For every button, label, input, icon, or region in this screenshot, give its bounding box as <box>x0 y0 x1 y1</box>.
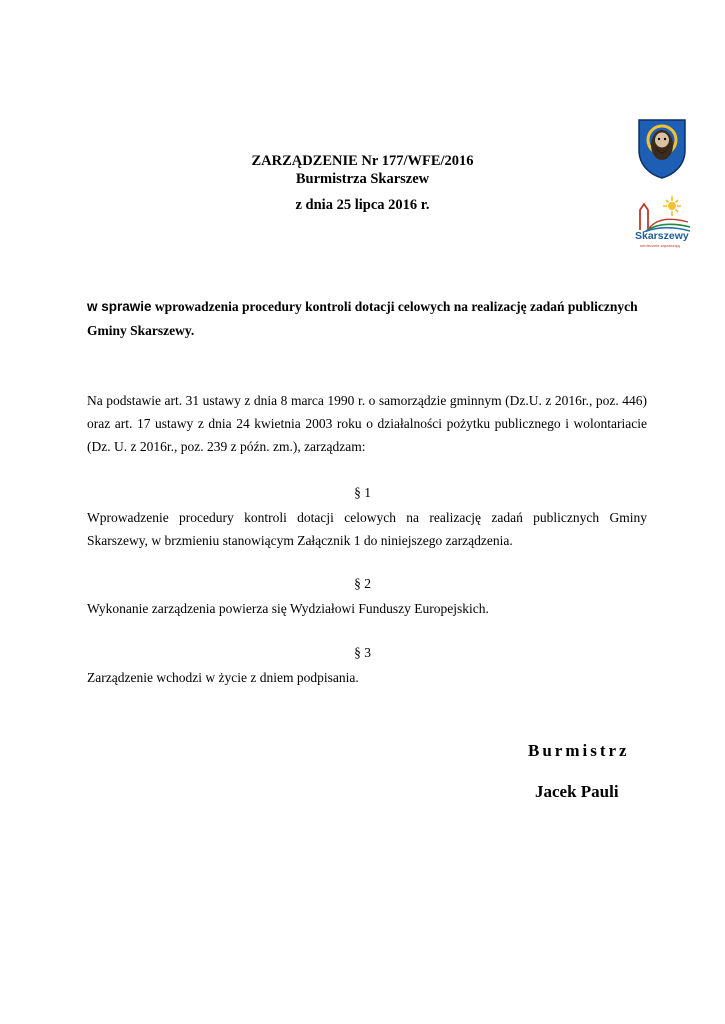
document-title: ZARZĄDZENIE Nr 177/WFE/2016 <box>251 153 474 169</box>
section-number: § 2 <box>354 576 371 591</box>
preamble-line: (Dz. U. z 2016r., poz. 239 z późn. zm.), zarządzam: <box>87 439 366 454</box>
preamble-line: Na podstawie art. 31 ustawy z dnia 8 marca 1990 r. o samorządzie gminnym (Dz.U. z 2016r., poz. 446) <box>87 393 647 408</box>
section-1-text <box>87 506 647 552</box>
section-2-text <box>87 597 647 620</box>
subject-lead: w sprawie <box>87 299 152 314</box>
town-logo-text: Skarszewy <box>635 230 689 242</box>
preamble-line: oraz art. 17 ustawy z dnia 24 kwietnia 2003 roku o działalności pożytku publicznego i wolontariacie <box>87 416 647 431</box>
section-line: Wprowadzenie procedury kontroli dotacji celowych na realizację zadań publicznych Gminy <box>87 510 647 525</box>
section-line: Wykonanie zarządzenia powierza się Wydziałowi Funduszy Europejskich. <box>87 601 489 616</box>
subject-line2: Gminy Skarszewy. <box>87 323 195 338</box>
section-number: § 1 <box>354 485 371 500</box>
section-3-text <box>87 666 647 689</box>
section-line: Skarszewy, w brzmieniu stanowiącym Załącznik 1 do niniejszego zarządzenia. <box>87 533 513 548</box>
signature-name: Jacek Pauli <box>535 782 619 801</box>
subject-line1: wprowadzenia procedury kontroli dotacji celowych na realizację zadań publicznych <box>151 299 638 314</box>
section-number: § 3 <box>354 645 371 660</box>
document-date: z dnia 25 lipca 2016 r. <box>295 197 430 213</box>
document-issuer: Burmistrza Skarszew <box>295 171 430 187</box>
section-line: Zarządzenie wchodzi w życie z dniem podpisania. <box>87 670 359 685</box>
subject <box>87 296 647 342</box>
town-logo-tagline: serdecznie zapraszają <box>640 243 680 248</box>
signature-title: Burmistrz <box>528 741 630 760</box>
preamble <box>87 389 647 458</box>
